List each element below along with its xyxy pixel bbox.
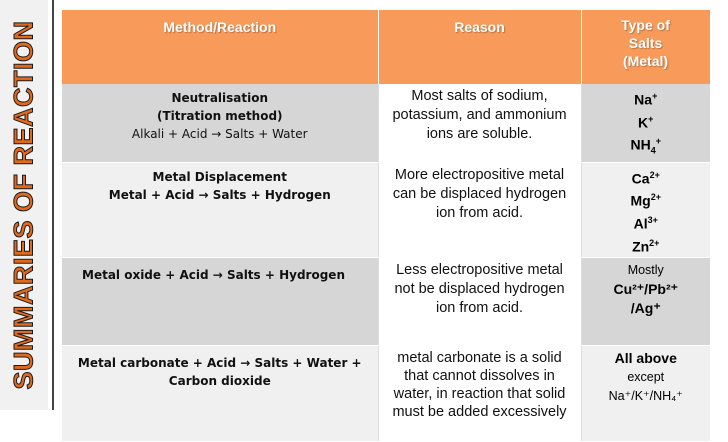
header-type-line2: Salts [628,35,663,51]
method-line: Alkali + Acid → Salts + Water [131,127,308,141]
method-line: Carbon dioxide [168,374,271,389]
reason-cell [378,346,581,442]
header-type-line1: Type of [621,17,670,33]
reason-line: ions are soluble. [426,126,533,142]
ion-label: /Ag⁺ [630,300,661,317]
method-line: Metal Displacement [152,169,287,184]
header-reason: Reason [378,10,581,84]
method-line: Metal oxide + Acid → Salts + Hydrogen [82,268,345,283]
method-line: Metal carbonate + Acid → Salts + Water + [77,356,362,371]
reason-line: can be displaced hydrogen [392,185,567,202]
reason-line: must be added excessively [392,404,567,421]
type-cell [581,346,710,442]
reason-line: More electropositive metal [394,166,565,183]
summary-table [62,10,711,442]
side-bar [0,0,48,410]
ion-label: $Ca^{2+}$ [631,169,660,187]
type-cell [581,84,710,162]
ion-label: K+ [638,113,654,131]
ion-label: Na+ [634,91,658,108]
ion-label: Na⁺/K⁺/NH₄⁺ [608,389,683,404]
method-line: (Titration method) [156,109,283,123]
ion-label: $Mg^{2+}$ [630,192,661,210]
reason-line: potassium, and ammonium [392,107,567,123]
method-cell [62,162,378,258]
header-method: Method/Reaction [62,10,378,84]
method-line: Neutralisation [171,91,269,105]
side-title: SUMMARIES OF REACTION [8,20,39,390]
ion-label: $Zn^{2+}$ [632,237,660,255]
reason-line: ion from acid. [435,300,524,317]
table-row [62,162,710,258]
reason-line: that cannot dissolves in [404,368,555,385]
vertical-divider [52,0,54,410]
method-cell [62,346,378,442]
type-note: All above [614,350,677,367]
table-row [62,346,710,442]
reason-line: ion from acid. [435,204,524,221]
type-cell [581,162,710,258]
type-note: except [627,370,665,385]
ion-label: $NH_4^+$ [630,136,661,156]
type-note: Mostly [627,263,664,278]
header-type-line3: (Metal) [622,53,669,69]
table-row [62,258,710,346]
method-line: Metal + Acid → Salts + Hydrogen [108,187,331,202]
method-cell [62,84,378,162]
ion-label: Cu²⁺/Pb²⁺ [613,281,679,298]
header-type [581,10,710,84]
type-cell [581,258,710,346]
reason-line: water, in reaction that solid [393,386,566,403]
table-row [62,84,710,162]
reason-line: Less electropositive metal [396,262,563,279]
header-row [62,10,710,84]
ion-label: $Al^{3+}$ [633,215,658,232]
reason-cell [378,84,581,162]
method-cell [62,258,378,346]
reason-line: metal carbonate is a solid [397,350,562,367]
reason-line: Most salts of sodium, [411,88,548,104]
reason-cell [378,258,581,346]
reason-cell [378,162,581,258]
reason-line: not be displaced hydrogen [394,281,565,298]
